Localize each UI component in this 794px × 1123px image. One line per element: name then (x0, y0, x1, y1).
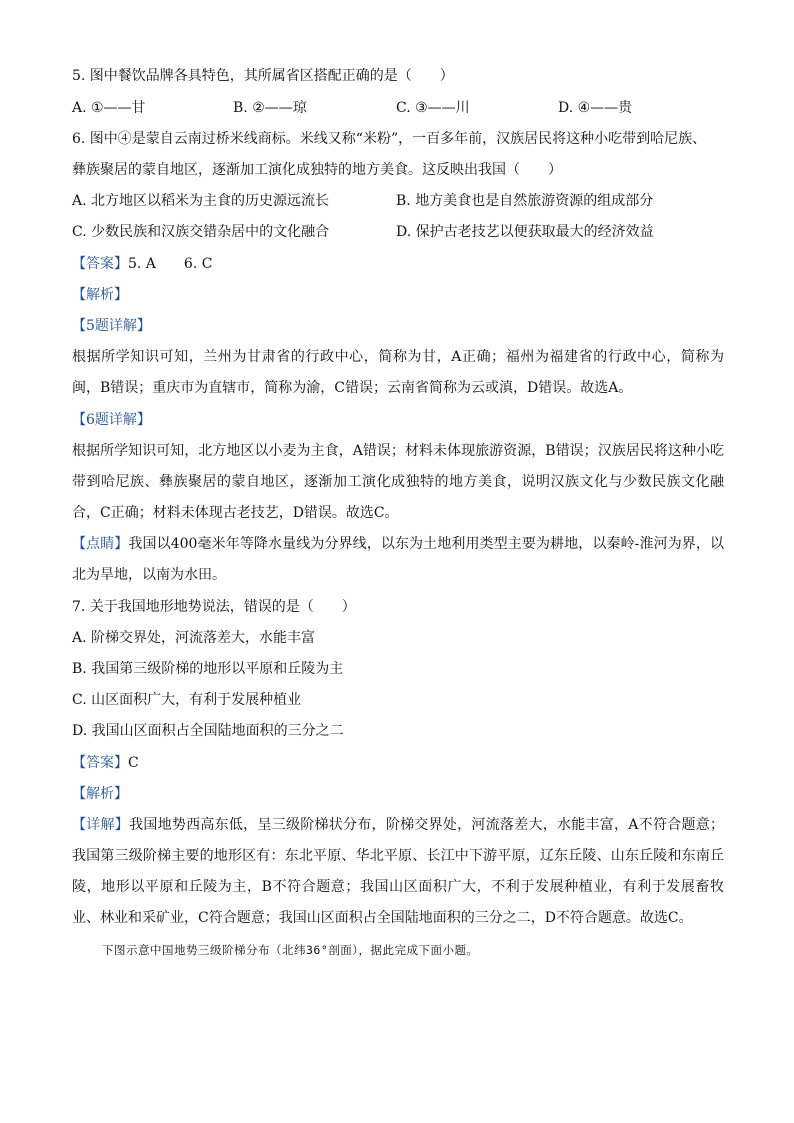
note-paragraph (72, 529, 724, 591)
detail-5-title: 【5题详解】 (72, 318, 151, 334)
q5-stem: 5. 图中餐饮品牌各具特色，其所属省区搭配正确的是（ ） (72, 68, 454, 84)
answer-text: 5. A 6. C (128, 256, 213, 272)
detail-7-tag: 【详解】 (72, 817, 130, 833)
next-question-intro: 下图示意中国地势三级阶梯分布（北纬36°剖面），据此完成下面小题。 (102, 943, 479, 957)
q6-option-d: D. 保护古老技艺以便获取最大的经济效益 (396, 224, 654, 240)
q5-option-d: D. ④——贵 (558, 100, 633, 116)
q6-option-b: B. 地方美食也是自然旅游资源的组成部分 (396, 193, 654, 209)
detail-6-text: 根据所学知识可知，北方地区以小麦为主食，A错误；材料未体现旅游资源，B错误；汉族居民将这种小吃带到哈尼族、彝族聚居的蒙自地区，逐渐加工演化成独特的地方美食，说明汉族文化与少数民族文化融合，C正确；材料未体现古老技艺，D错误。故选C。 (72, 443, 724, 521)
q6-option-a: A. 北方地区以稻米为主食的历史源远流长 (72, 193, 330, 209)
answer-7-tag: 【答案】 (72, 755, 128, 771)
answer-7 (72, 753, 139, 773)
q6-stem-line1: 6. 图中④是蒙自云南过桥米线商标。米线又称“米粉”，一百多年前，汉族居民将这种小吃带到哈尼族、 (72, 131, 707, 147)
note-text: 我国以400毫米年等降水量线为分界线，以东为土地利用类型主要为耕地，以秦岭-淮河为界，以北为旱地，以南为水田。 (72, 536, 724, 583)
q7-option-c: C. 山区面积广大，有利于发展种植业 (72, 692, 302, 708)
detail-6-title: 【6题详解】 (72, 412, 151, 428)
answer-tag: 【答案】 (72, 256, 128, 272)
q5-option-b: B. ②——琼 (233, 100, 307, 116)
analysis-tag: 【解析】 (72, 287, 128, 303)
q7-option-d: D. 我国山区面积占全国陆地面积的三分之二 (72, 723, 344, 739)
q5-option-a: A. ①——甘 (72, 100, 146, 116)
q6-stem-line2: 彝族聚居的蒙自地区，逐渐加工演化成独特的地方美食。这反映出我国（ ） (72, 162, 562, 178)
detail-5-text: 根据所学知识可知，兰州为甘肃省的行政中心，简称为甘，A正确；福州为福建省的行政中心，简称为闽，B错误；重庆市为直辖市，简称为渝，C错误；云南省简称为云或滇，D错误。故选A。 (72, 349, 724, 396)
q7-option-a: A. 阶梯交界处，河流落差大，水能丰富 (72, 630, 316, 646)
answer-7-text: C (128, 755, 139, 771)
detail-7-paragraph (72, 810, 724, 934)
q5-option-c: C. ③——川 (396, 100, 470, 116)
detail-7-text: 我国地势西高东低，呈三级阶梯状分布，阶梯交界处，河流落差大，水能丰富，A不符合题意；我国第三级阶梯主要的地形区有：东北平原、华北平原、长江中下游平原，辽东丘陵、山东丘陵和东南丘陵，地形以平原和丘陵为主，B不符合题意；我国山区面积广大，不利于发展种植业，有利于发展畜牧业、林业和采矿业，C符合题意；我国山区面积占全国陆地面积的三分之二，D不符合题意。故选C。 (72, 817, 725, 926)
analysis-2-tag: 【解析】 (72, 786, 128, 802)
q7-stem: 7. 关于我国地形地势说法，错误的是（ ） (72, 599, 356, 615)
q7-option-b: B. 我国第三级阶梯的地形以平原和丘陵为主 (72, 661, 344, 677)
q6-option-c: C. 少数民族和汉族交错杂居中的文化融合 (72, 224, 330, 240)
answer-5-6 (72, 254, 212, 274)
note-tag: 【点睛】 (72, 536, 129, 552)
